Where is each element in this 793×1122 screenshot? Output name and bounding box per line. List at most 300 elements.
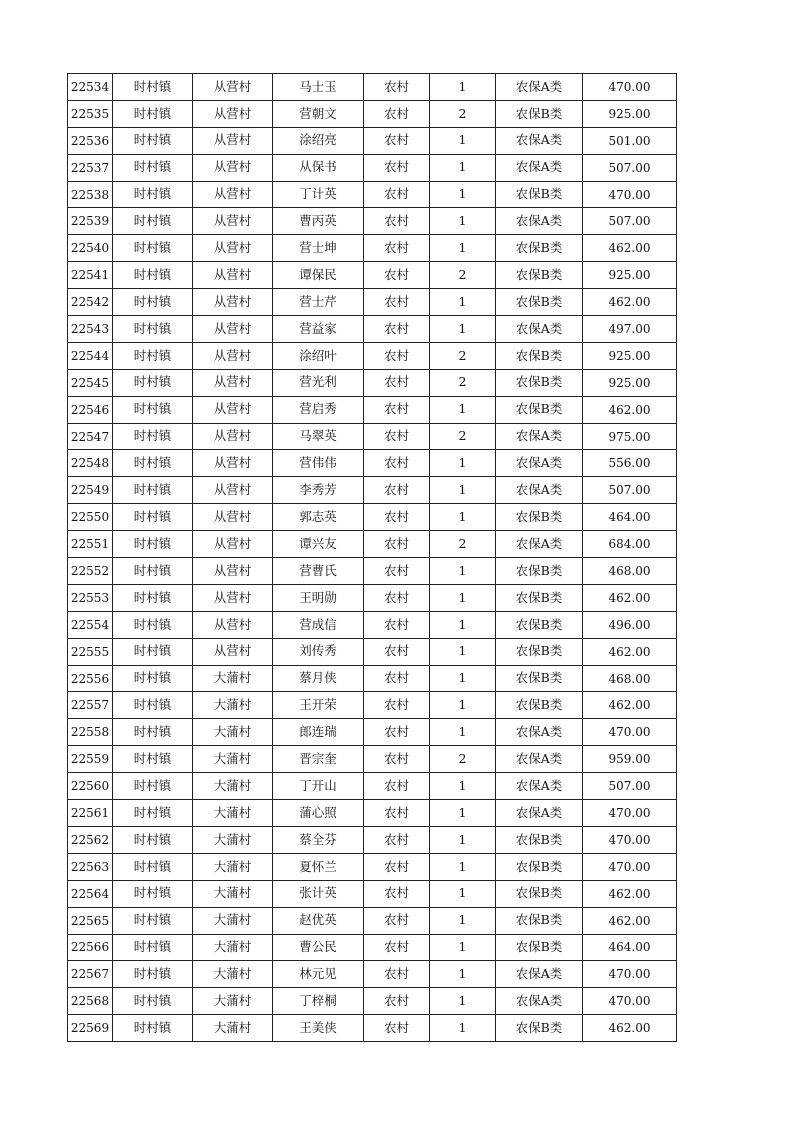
insurance-category-cell: 农保A类 bbox=[496, 423, 583, 450]
household-type-cell: 农村 bbox=[364, 262, 430, 289]
household-size-cell: 1 bbox=[430, 450, 496, 477]
household-size-cell: 1 bbox=[430, 289, 496, 316]
recipient-name-cell: 林元见 bbox=[273, 961, 364, 988]
household-size-cell: 1 bbox=[430, 584, 496, 611]
household-size-cell: 2 bbox=[430, 746, 496, 773]
benefit-amount-cell: 462.00 bbox=[583, 396, 677, 423]
benefit-amount-cell: 470.00 bbox=[583, 719, 677, 746]
record-id-cell: 22553 bbox=[68, 584, 113, 611]
record-id-cell: 22549 bbox=[68, 477, 113, 504]
village-cell: 从营村 bbox=[193, 235, 273, 262]
household-size-cell: 1 bbox=[430, 154, 496, 181]
record-id-cell: 22535 bbox=[68, 100, 113, 127]
recipient-name-cell: 晋宗奎 bbox=[273, 746, 364, 773]
recipient-name-cell: 营光利 bbox=[273, 369, 364, 396]
insurance-category-cell: 农保B类 bbox=[496, 907, 583, 934]
record-id-cell: 22544 bbox=[68, 342, 113, 369]
record-id-cell: 22542 bbox=[68, 289, 113, 316]
household-type-cell: 农村 bbox=[364, 746, 430, 773]
insurance-category-cell: 农保B类 bbox=[496, 611, 583, 638]
household-type-cell: 农村 bbox=[364, 181, 430, 208]
table-row bbox=[68, 638, 677, 665]
table-row bbox=[68, 477, 677, 504]
benefit-amount-cell: 507.00 bbox=[583, 154, 677, 181]
recipient-name-cell: 丁梓桐 bbox=[273, 988, 364, 1015]
village-cell: 从营村 bbox=[193, 423, 273, 450]
table-row bbox=[68, 880, 677, 907]
recipient-name-cell: 营士芹 bbox=[273, 289, 364, 316]
insurance-category-cell: 农保B类 bbox=[496, 396, 583, 423]
village-cell: 从营村 bbox=[193, 396, 273, 423]
insurance-category-cell: 农保B类 bbox=[496, 826, 583, 853]
benefit-amount-cell: 975.00 bbox=[583, 423, 677, 450]
benefit-amount-cell: 462.00 bbox=[583, 692, 677, 719]
village-cell: 大蒲村 bbox=[193, 665, 273, 692]
town-cell: 时村镇 bbox=[113, 74, 193, 101]
town-cell: 时村镇 bbox=[113, 800, 193, 827]
benefit-amount-cell: 470.00 bbox=[583, 988, 677, 1015]
town-cell: 时村镇 bbox=[113, 235, 193, 262]
benefit-amount-cell: 556.00 bbox=[583, 450, 677, 477]
benefit-amount-cell: 470.00 bbox=[583, 853, 677, 880]
insurance-category-cell: 农保A类 bbox=[496, 961, 583, 988]
record-id-cell: 22558 bbox=[68, 719, 113, 746]
insurance-category-cell: 农保B类 bbox=[496, 504, 583, 531]
benefit-amount-cell: 925.00 bbox=[583, 342, 677, 369]
table-row bbox=[68, 262, 677, 289]
benefit-amount-cell: 507.00 bbox=[583, 208, 677, 235]
insurance-category-cell: 农保A类 bbox=[496, 531, 583, 558]
record-id-cell: 22565 bbox=[68, 907, 113, 934]
household-size-cell: 2 bbox=[430, 100, 496, 127]
town-cell: 时村镇 bbox=[113, 127, 193, 154]
benefit-amount-cell: 470.00 bbox=[583, 181, 677, 208]
table-row bbox=[68, 100, 677, 127]
record-id-cell: 22543 bbox=[68, 316, 113, 343]
household-type-cell: 农村 bbox=[364, 531, 430, 558]
village-cell: 大蒲村 bbox=[193, 1015, 273, 1042]
benefit-amount-cell: 497.00 bbox=[583, 316, 677, 343]
record-id-cell: 22568 bbox=[68, 988, 113, 1015]
town-cell: 时村镇 bbox=[113, 746, 193, 773]
record-id-cell: 22538 bbox=[68, 181, 113, 208]
household-type-cell: 农村 bbox=[364, 638, 430, 665]
record-id-cell: 22556 bbox=[68, 665, 113, 692]
recipient-name-cell: 营士坤 bbox=[273, 235, 364, 262]
village-cell: 从营村 bbox=[193, 289, 273, 316]
benefit-amount-cell: 925.00 bbox=[583, 100, 677, 127]
benefit-roster-table bbox=[67, 73, 677, 1042]
household-type-cell: 农村 bbox=[364, 316, 430, 343]
insurance-category-cell: 农保B类 bbox=[496, 181, 583, 208]
household-type-cell: 农村 bbox=[364, 800, 430, 827]
table-row bbox=[68, 1015, 677, 1042]
insurance-category-cell: 农保B类 bbox=[496, 262, 583, 289]
table-row bbox=[68, 235, 677, 262]
village-cell: 大蒲村 bbox=[193, 826, 273, 853]
household-type-cell: 农村 bbox=[364, 826, 430, 853]
recipient-name-cell: 丁计英 bbox=[273, 181, 364, 208]
recipient-name-cell: 张计英 bbox=[273, 880, 364, 907]
recipient-name-cell: 蒲心照 bbox=[273, 800, 364, 827]
town-cell: 时村镇 bbox=[113, 531, 193, 558]
town-cell: 时村镇 bbox=[113, 611, 193, 638]
table-row bbox=[68, 773, 677, 800]
household-type-cell: 农村 bbox=[364, 100, 430, 127]
insurance-category-cell: 农保A类 bbox=[496, 746, 583, 773]
recipient-name-cell: 曹公民 bbox=[273, 934, 364, 961]
recipient-name-cell: 刘传秀 bbox=[273, 638, 364, 665]
table-row bbox=[68, 531, 677, 558]
insurance-category-cell: 农保A类 bbox=[496, 450, 583, 477]
household-type-cell: 农村 bbox=[364, 853, 430, 880]
insurance-category-cell: 农保B类 bbox=[496, 558, 583, 585]
household-size-cell: 1 bbox=[430, 127, 496, 154]
table-row bbox=[68, 826, 677, 853]
table-row bbox=[68, 907, 677, 934]
table-row bbox=[68, 746, 677, 773]
benefit-amount-cell: 684.00 bbox=[583, 531, 677, 558]
town-cell: 时村镇 bbox=[113, 853, 193, 880]
town-cell: 时村镇 bbox=[113, 880, 193, 907]
benefit-amount-cell: 464.00 bbox=[583, 934, 677, 961]
benefit-amount-cell: 470.00 bbox=[583, 74, 677, 101]
household-size-cell: 1 bbox=[430, 907, 496, 934]
household-size-cell: 1 bbox=[430, 826, 496, 853]
household-type-cell: 农村 bbox=[364, 934, 430, 961]
household-size-cell: 1 bbox=[430, 396, 496, 423]
town-cell: 时村镇 bbox=[113, 1015, 193, 1042]
table-row bbox=[68, 423, 677, 450]
recipient-name-cell: 涂绍亮 bbox=[273, 127, 364, 154]
town-cell: 时村镇 bbox=[113, 934, 193, 961]
village-cell: 从营村 bbox=[193, 262, 273, 289]
benefit-amount-cell: 464.00 bbox=[583, 504, 677, 531]
table-row bbox=[68, 665, 677, 692]
benefit-amount-cell: 462.00 bbox=[583, 235, 677, 262]
household-type-cell: 农村 bbox=[364, 477, 430, 504]
household-type-cell: 农村 bbox=[364, 127, 430, 154]
village-cell: 大蒲村 bbox=[193, 934, 273, 961]
insurance-category-cell: 农保B类 bbox=[496, 1015, 583, 1042]
household-size-cell: 1 bbox=[430, 74, 496, 101]
benefit-amount-cell: 925.00 bbox=[583, 369, 677, 396]
recipient-name-cell: 丁开山 bbox=[273, 773, 364, 800]
table-row bbox=[68, 584, 677, 611]
insurance-category-cell: 农保B类 bbox=[496, 692, 583, 719]
town-cell: 时村镇 bbox=[113, 450, 193, 477]
household-type-cell: 农村 bbox=[364, 74, 430, 101]
benefit-amount-cell: 925.00 bbox=[583, 262, 677, 289]
benefit-amount-cell: 470.00 bbox=[583, 826, 677, 853]
recipient-name-cell: 曹丙英 bbox=[273, 208, 364, 235]
household-type-cell: 农村 bbox=[364, 154, 430, 181]
table-row bbox=[68, 289, 677, 316]
household-type-cell: 农村 bbox=[364, 907, 430, 934]
town-cell: 时村镇 bbox=[113, 558, 193, 585]
insurance-category-cell: 农保A类 bbox=[496, 719, 583, 746]
village-cell: 大蒲村 bbox=[193, 988, 273, 1015]
insurance-category-cell: 农保A类 bbox=[496, 477, 583, 504]
benefit-amount-cell: 462.00 bbox=[583, 584, 677, 611]
insurance-category-cell: 农保A类 bbox=[496, 800, 583, 827]
household-type-cell: 农村 bbox=[364, 719, 430, 746]
record-id-cell: 22550 bbox=[68, 504, 113, 531]
recipient-name-cell: 蔡月侠 bbox=[273, 665, 364, 692]
town-cell: 时村镇 bbox=[113, 638, 193, 665]
village-cell: 大蒲村 bbox=[193, 853, 273, 880]
record-id-cell: 22539 bbox=[68, 208, 113, 235]
household-type-cell: 农村 bbox=[364, 665, 430, 692]
town-cell: 时村镇 bbox=[113, 208, 193, 235]
record-id-cell: 22561 bbox=[68, 800, 113, 827]
household-type-cell: 农村 bbox=[364, 1015, 430, 1042]
benefit-amount-cell: 462.00 bbox=[583, 880, 677, 907]
household-size-cell: 1 bbox=[430, 316, 496, 343]
town-cell: 时村镇 bbox=[113, 988, 193, 1015]
recipient-name-cell: 郭志英 bbox=[273, 504, 364, 531]
town-cell: 时村镇 bbox=[113, 961, 193, 988]
town-cell: 时村镇 bbox=[113, 396, 193, 423]
household-size-cell: 1 bbox=[430, 638, 496, 665]
insurance-category-cell: 农保B类 bbox=[496, 934, 583, 961]
village-cell: 从营村 bbox=[193, 342, 273, 369]
household-size-cell: 1 bbox=[430, 988, 496, 1015]
benefit-amount-cell: 501.00 bbox=[583, 127, 677, 154]
household-size-cell: 1 bbox=[430, 558, 496, 585]
record-id-cell: 22564 bbox=[68, 880, 113, 907]
recipient-name-cell: 营朝文 bbox=[273, 100, 364, 127]
recipient-name-cell: 从保书 bbox=[273, 154, 364, 181]
town-cell: 时村镇 bbox=[113, 719, 193, 746]
town-cell: 时村镇 bbox=[113, 369, 193, 396]
benefit-amount-cell: 468.00 bbox=[583, 558, 677, 585]
village-cell: 从营村 bbox=[193, 477, 273, 504]
town-cell: 时村镇 bbox=[113, 316, 193, 343]
household-size-cell: 1 bbox=[430, 800, 496, 827]
table-row bbox=[68, 450, 677, 477]
household-size-cell: 2 bbox=[430, 342, 496, 369]
table-row bbox=[68, 719, 677, 746]
household-type-cell: 农村 bbox=[364, 988, 430, 1015]
table-row bbox=[68, 208, 677, 235]
household-size-cell: 1 bbox=[430, 880, 496, 907]
benefit-amount-cell: 470.00 bbox=[583, 961, 677, 988]
insurance-category-cell: 农保B类 bbox=[496, 584, 583, 611]
insurance-category-cell: 农保A类 bbox=[496, 74, 583, 101]
village-cell: 从营村 bbox=[193, 369, 273, 396]
village-cell: 从营村 bbox=[193, 558, 273, 585]
insurance-category-cell: 农保A类 bbox=[496, 208, 583, 235]
table-row bbox=[68, 692, 677, 719]
record-id-cell: 22537 bbox=[68, 154, 113, 181]
insurance-category-cell: 农保B类 bbox=[496, 100, 583, 127]
village-cell: 大蒲村 bbox=[193, 961, 273, 988]
household-type-cell: 农村 bbox=[364, 450, 430, 477]
insurance-category-cell: 农保A类 bbox=[496, 127, 583, 154]
household-size-cell: 1 bbox=[430, 504, 496, 531]
household-size-cell: 1 bbox=[430, 961, 496, 988]
benefit-amount-cell: 462.00 bbox=[583, 907, 677, 934]
record-id-cell: 22534 bbox=[68, 74, 113, 101]
insurance-category-cell: 农保B类 bbox=[496, 235, 583, 262]
benefit-amount-cell: 462.00 bbox=[583, 1015, 677, 1042]
table-row bbox=[68, 504, 677, 531]
village-cell: 从营村 bbox=[193, 531, 273, 558]
record-id-cell: 22545 bbox=[68, 369, 113, 396]
household-size-cell: 1 bbox=[430, 719, 496, 746]
household-type-cell: 农村 bbox=[364, 289, 430, 316]
town-cell: 时村镇 bbox=[113, 773, 193, 800]
insurance-category-cell: 农保B类 bbox=[496, 342, 583, 369]
village-cell: 大蒲村 bbox=[193, 880, 273, 907]
table-row bbox=[68, 181, 677, 208]
town-cell: 时村镇 bbox=[113, 477, 193, 504]
table-row bbox=[68, 342, 677, 369]
record-id-cell: 22551 bbox=[68, 531, 113, 558]
insurance-category-cell: 农保B类 bbox=[496, 369, 583, 396]
household-type-cell: 农村 bbox=[364, 584, 430, 611]
town-cell: 时村镇 bbox=[113, 181, 193, 208]
record-id-cell: 22540 bbox=[68, 235, 113, 262]
household-size-cell: 1 bbox=[430, 692, 496, 719]
table-row bbox=[68, 988, 677, 1015]
benefit-amount-cell: 462.00 bbox=[583, 289, 677, 316]
table-row bbox=[68, 961, 677, 988]
village-cell: 从营村 bbox=[193, 100, 273, 127]
benefit-amount-cell: 462.00 bbox=[583, 638, 677, 665]
record-id-cell: 22554 bbox=[68, 611, 113, 638]
village-cell: 从营村 bbox=[193, 74, 273, 101]
roster-body bbox=[68, 74, 677, 1042]
recipient-name-cell: 赵优英 bbox=[273, 907, 364, 934]
recipient-name-cell: 王开荣 bbox=[273, 692, 364, 719]
record-id-cell: 22562 bbox=[68, 826, 113, 853]
household-size-cell: 2 bbox=[430, 531, 496, 558]
benefit-amount-cell: 507.00 bbox=[583, 477, 677, 504]
household-size-cell: 2 bbox=[430, 369, 496, 396]
table-row bbox=[68, 127, 677, 154]
record-id-cell: 22559 bbox=[68, 746, 113, 773]
household-type-cell: 农村 bbox=[364, 208, 430, 235]
table-row bbox=[68, 369, 677, 396]
household-size-cell: 1 bbox=[430, 1015, 496, 1042]
village-cell: 从营村 bbox=[193, 450, 273, 477]
village-cell: 大蒲村 bbox=[193, 719, 273, 746]
town-cell: 时村镇 bbox=[113, 692, 193, 719]
town-cell: 时村镇 bbox=[113, 907, 193, 934]
town-cell: 时村镇 bbox=[113, 504, 193, 531]
table-row bbox=[68, 558, 677, 585]
household-size-cell: 2 bbox=[430, 262, 496, 289]
insurance-category-cell: 农保A类 bbox=[496, 154, 583, 181]
insurance-category-cell: 农保B类 bbox=[496, 665, 583, 692]
town-cell: 时村镇 bbox=[113, 342, 193, 369]
household-size-cell: 1 bbox=[430, 934, 496, 961]
benefit-amount-cell: 507.00 bbox=[583, 773, 677, 800]
household-size-cell: 1 bbox=[430, 611, 496, 638]
village-cell: 大蒲村 bbox=[193, 800, 273, 827]
table-row bbox=[68, 316, 677, 343]
village-cell: 从营村 bbox=[193, 208, 273, 235]
table-row bbox=[68, 934, 677, 961]
record-id-cell: 22536 bbox=[68, 127, 113, 154]
record-id-cell: 22567 bbox=[68, 961, 113, 988]
record-id-cell: 22548 bbox=[68, 450, 113, 477]
town-cell: 时村镇 bbox=[113, 665, 193, 692]
record-id-cell: 22552 bbox=[68, 558, 113, 585]
village-cell: 大蒲村 bbox=[193, 773, 273, 800]
household-size-cell: 1 bbox=[430, 235, 496, 262]
recipient-name-cell: 蔡全芬 bbox=[273, 826, 364, 853]
table-row bbox=[68, 800, 677, 827]
recipient-name-cell: 王美侠 bbox=[273, 1015, 364, 1042]
recipient-name-cell: 谭兴友 bbox=[273, 531, 364, 558]
insurance-category-cell: 农保B类 bbox=[496, 853, 583, 880]
recipient-name-cell: 马翠英 bbox=[273, 423, 364, 450]
town-cell: 时村镇 bbox=[113, 423, 193, 450]
recipient-name-cell: 马士玉 bbox=[273, 74, 364, 101]
village-cell: 大蒲村 bbox=[193, 746, 273, 773]
insurance-category-cell: 农保B类 bbox=[496, 880, 583, 907]
benefit-amount-cell: 959.00 bbox=[583, 746, 677, 773]
recipient-name-cell: 营成信 bbox=[273, 611, 364, 638]
insurance-category-cell: 农保A类 bbox=[496, 773, 583, 800]
household-type-cell: 农村 bbox=[364, 773, 430, 800]
town-cell: 时村镇 bbox=[113, 584, 193, 611]
household-type-cell: 农村 bbox=[364, 342, 430, 369]
record-id-cell: 22563 bbox=[68, 853, 113, 880]
village-cell: 从营村 bbox=[193, 611, 273, 638]
household-size-cell: 1 bbox=[430, 181, 496, 208]
insurance-category-cell: 农保B类 bbox=[496, 638, 583, 665]
household-size-cell: 1 bbox=[430, 853, 496, 880]
insurance-category-cell: 农保A类 bbox=[496, 316, 583, 343]
village-cell: 大蒲村 bbox=[193, 907, 273, 934]
town-cell: 时村镇 bbox=[113, 100, 193, 127]
record-id-cell: 22566 bbox=[68, 934, 113, 961]
household-type-cell: 农村 bbox=[364, 611, 430, 638]
recipient-name-cell: 营益家 bbox=[273, 316, 364, 343]
household-size-cell: 1 bbox=[430, 773, 496, 800]
household-type-cell: 农村 bbox=[364, 369, 430, 396]
household-size-cell: 2 bbox=[430, 423, 496, 450]
recipient-name-cell: 营曹氏 bbox=[273, 558, 364, 585]
village-cell: 从营村 bbox=[193, 181, 273, 208]
household-size-cell: 1 bbox=[430, 665, 496, 692]
household-size-cell: 1 bbox=[430, 477, 496, 504]
recipient-name-cell: 谭保民 bbox=[273, 262, 364, 289]
table-row bbox=[68, 74, 677, 101]
household-type-cell: 农村 bbox=[364, 692, 430, 719]
household-type-cell: 农村 bbox=[364, 423, 430, 450]
recipient-name-cell: 夏怀兰 bbox=[273, 853, 364, 880]
record-id-cell: 22557 bbox=[68, 692, 113, 719]
table-row bbox=[68, 154, 677, 181]
record-id-cell: 22547 bbox=[68, 423, 113, 450]
village-cell: 从营村 bbox=[193, 316, 273, 343]
recipient-name-cell: 王明勋 bbox=[273, 584, 364, 611]
recipient-name-cell: 郎连瑞 bbox=[273, 719, 364, 746]
household-type-cell: 农村 bbox=[364, 396, 430, 423]
benefit-amount-cell: 470.00 bbox=[583, 800, 677, 827]
record-id-cell: 22541 bbox=[68, 262, 113, 289]
village-cell: 大蒲村 bbox=[193, 692, 273, 719]
insurance-category-cell: 农保A类 bbox=[496, 988, 583, 1015]
village-cell: 从营村 bbox=[193, 638, 273, 665]
town-cell: 时村镇 bbox=[113, 154, 193, 181]
table-row bbox=[68, 611, 677, 638]
